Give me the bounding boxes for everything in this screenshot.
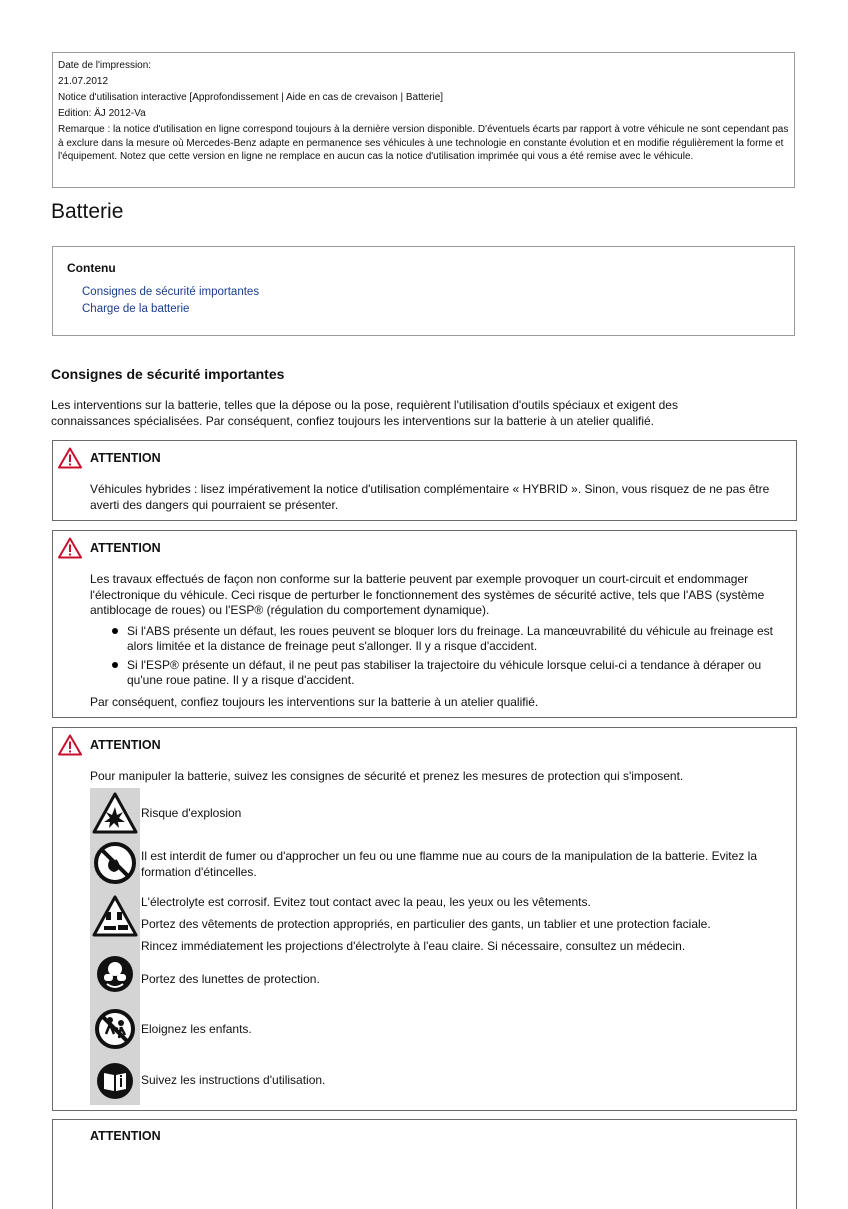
symbol-text-manual: Suivez les instructions d'utilisation.: [141, 1073, 326, 1087]
bullet-list: [90, 624, 788, 689]
warning-paragraph: Les travaux effectués de façon non conforme sur la batterie peuvent par exemple provoquer un court-circuit et endommager l'électronique du véhicule. Ceci risque de perturber le fonctionnement des systèmes de sécurité active, tels que l'ABS (système antiblocage de roues) ou l'ESP® (régulation du comportement dynamique).: [90, 572, 765, 617]
symbol-text-explosion: Risque d'explosion: [141, 806, 242, 820]
warning-box: [52, 1119, 797, 1209]
warning-box: [52, 727, 797, 1111]
print-info-box: [52, 52, 795, 188]
remark: Remarque : la notice d'utilisation en ligne correspond toujours à la dernière version disponible. D'éventuels écarts par rapport à votre véhicule ne sont cependant pas à exclure dans la mesure où Mercedes-Benz adapte en permanence ses véhicules à une technologie en constante évolution et en modifie régulièrement la forme et l'équipement. Notez que cette version en ligne ne remplace en aucun cas la notice d'utilisation imprimée qui vous a été remise avec le véhicule.: [58, 124, 789, 162]
read-manual-icon: [90, 1061, 140, 1101]
warning-title: ATTENTION: [90, 738, 161, 752]
warning-paragraph: Pour manipuler la batterie, suivez les consignes de sécurité et prenez les mesures de protection qui s'imposent.: [90, 769, 684, 783]
symbol-text-corrosive: [141, 891, 791, 957]
symbol-text-children: Eloignez les enfants.: [141, 1022, 252, 1036]
toc-link-safety[interactable]: Consignes de sécurité importantes: [82, 286, 260, 298]
edition: Edition: ÄJ 2012-Va: [58, 108, 146, 119]
warning-triangle-icon: [58, 734, 82, 756]
warning-text: [90, 572, 788, 715]
warning-title: ATTENTION: [90, 451, 161, 465]
list-item: Si l'ABS présente un défaut, les roues peuvent se bloquer lors du freinage. La manœuvrabilité du véhicule au freinage est alors limitée et la distance de freinage peut s'allonger. Il y a risque d'accident.: [90, 624, 788, 655]
notice-title: Notice d'utilisation interactive [Approfondissement | Aide en cas de crevaison | Batterie]: [58, 92, 444, 103]
corrosive-hazard-icon: [90, 894, 140, 938]
warning-paragraph: Véhicules hybrides : lisez impérativement la notice d'utilisation complémentaire « HYBRID ». Sinon, vous risquez de ne pas être averti des dangers qui pourraient se présenter.: [90, 482, 770, 512]
warning-box: [52, 440, 797, 521]
list-item: Si l'ESP® présente un défaut, il ne peut pas stabiliser la trajectoire du véhicule lorsque celui-ci a tendance à déraper ou qu'une roue patine. Il y a risque d'accident.: [90, 658, 788, 689]
warning-triangle-icon: [58, 447, 82, 469]
warning-triangle-icon: [58, 537, 82, 559]
print-date-value: 21.07.2012: [58, 76, 109, 87]
symbol-text-goggles: Portez des lunettes de protection.: [141, 972, 320, 986]
section-intro: Les interventions sur la batterie, telles que la dépose ou la pose, requièrent l'utilisation d'outils spéciaux et exigent des connaissances spécialisées. Par conséquent, confiez toujours les interventions sur la batterie à un atelier qualifié.: [51, 398, 678, 428]
symbol-text-no-fire: Il est interdit de fumer ou d'approcher un feu ou une flamme nue au cours de la manipulation de la batterie. Evitez la formation d'étincelles.: [141, 849, 757, 879]
corrosive-line: L'électrolyte est corrosif. Evitez tout contact avec la peau, les yeux ou les vêtements.: [141, 895, 591, 909]
keep-children-away-icon: [90, 1008, 140, 1050]
warning-text: [90, 769, 788, 790]
print-date-label: Date de l'impression:: [58, 60, 152, 71]
warning-box: [52, 530, 797, 718]
warning-text: [90, 482, 788, 518]
corrosive-line: Portez des vêtements de protection appropriés, en particulier des gants, un tablier et une protection faciale.: [141, 917, 711, 931]
toc-link-charging[interactable]: Charge de la batterie: [82, 303, 190, 315]
warning-footer: Par conséquent, confiez toujours les interventions sur la batterie à un atelier qualifié.: [90, 694, 539, 709]
goggles-icon: [90, 954, 140, 994]
bullet-icon: [112, 662, 118, 668]
warning-title: ATTENTION: [90, 541, 161, 555]
safety-symbol-column: [90, 788, 140, 1105]
no-fire-icon: [90, 840, 140, 886]
corrosive-line: Rincez immédiatement les projections d'électrolyte à l'eau claire. Si nécessaire, consultez un médecin.: [141, 939, 686, 953]
explosion-hazard-icon: [90, 791, 140, 835]
warning-title: ATTENTION: [90, 1129, 161, 1143]
table-of-contents: [52, 246, 795, 336]
page-title: Batterie: [51, 200, 124, 223]
bullet-icon: [112, 628, 118, 634]
section-title: Consignes de sécurité importantes: [51, 366, 285, 382]
toc-title: Contenu: [67, 261, 116, 275]
